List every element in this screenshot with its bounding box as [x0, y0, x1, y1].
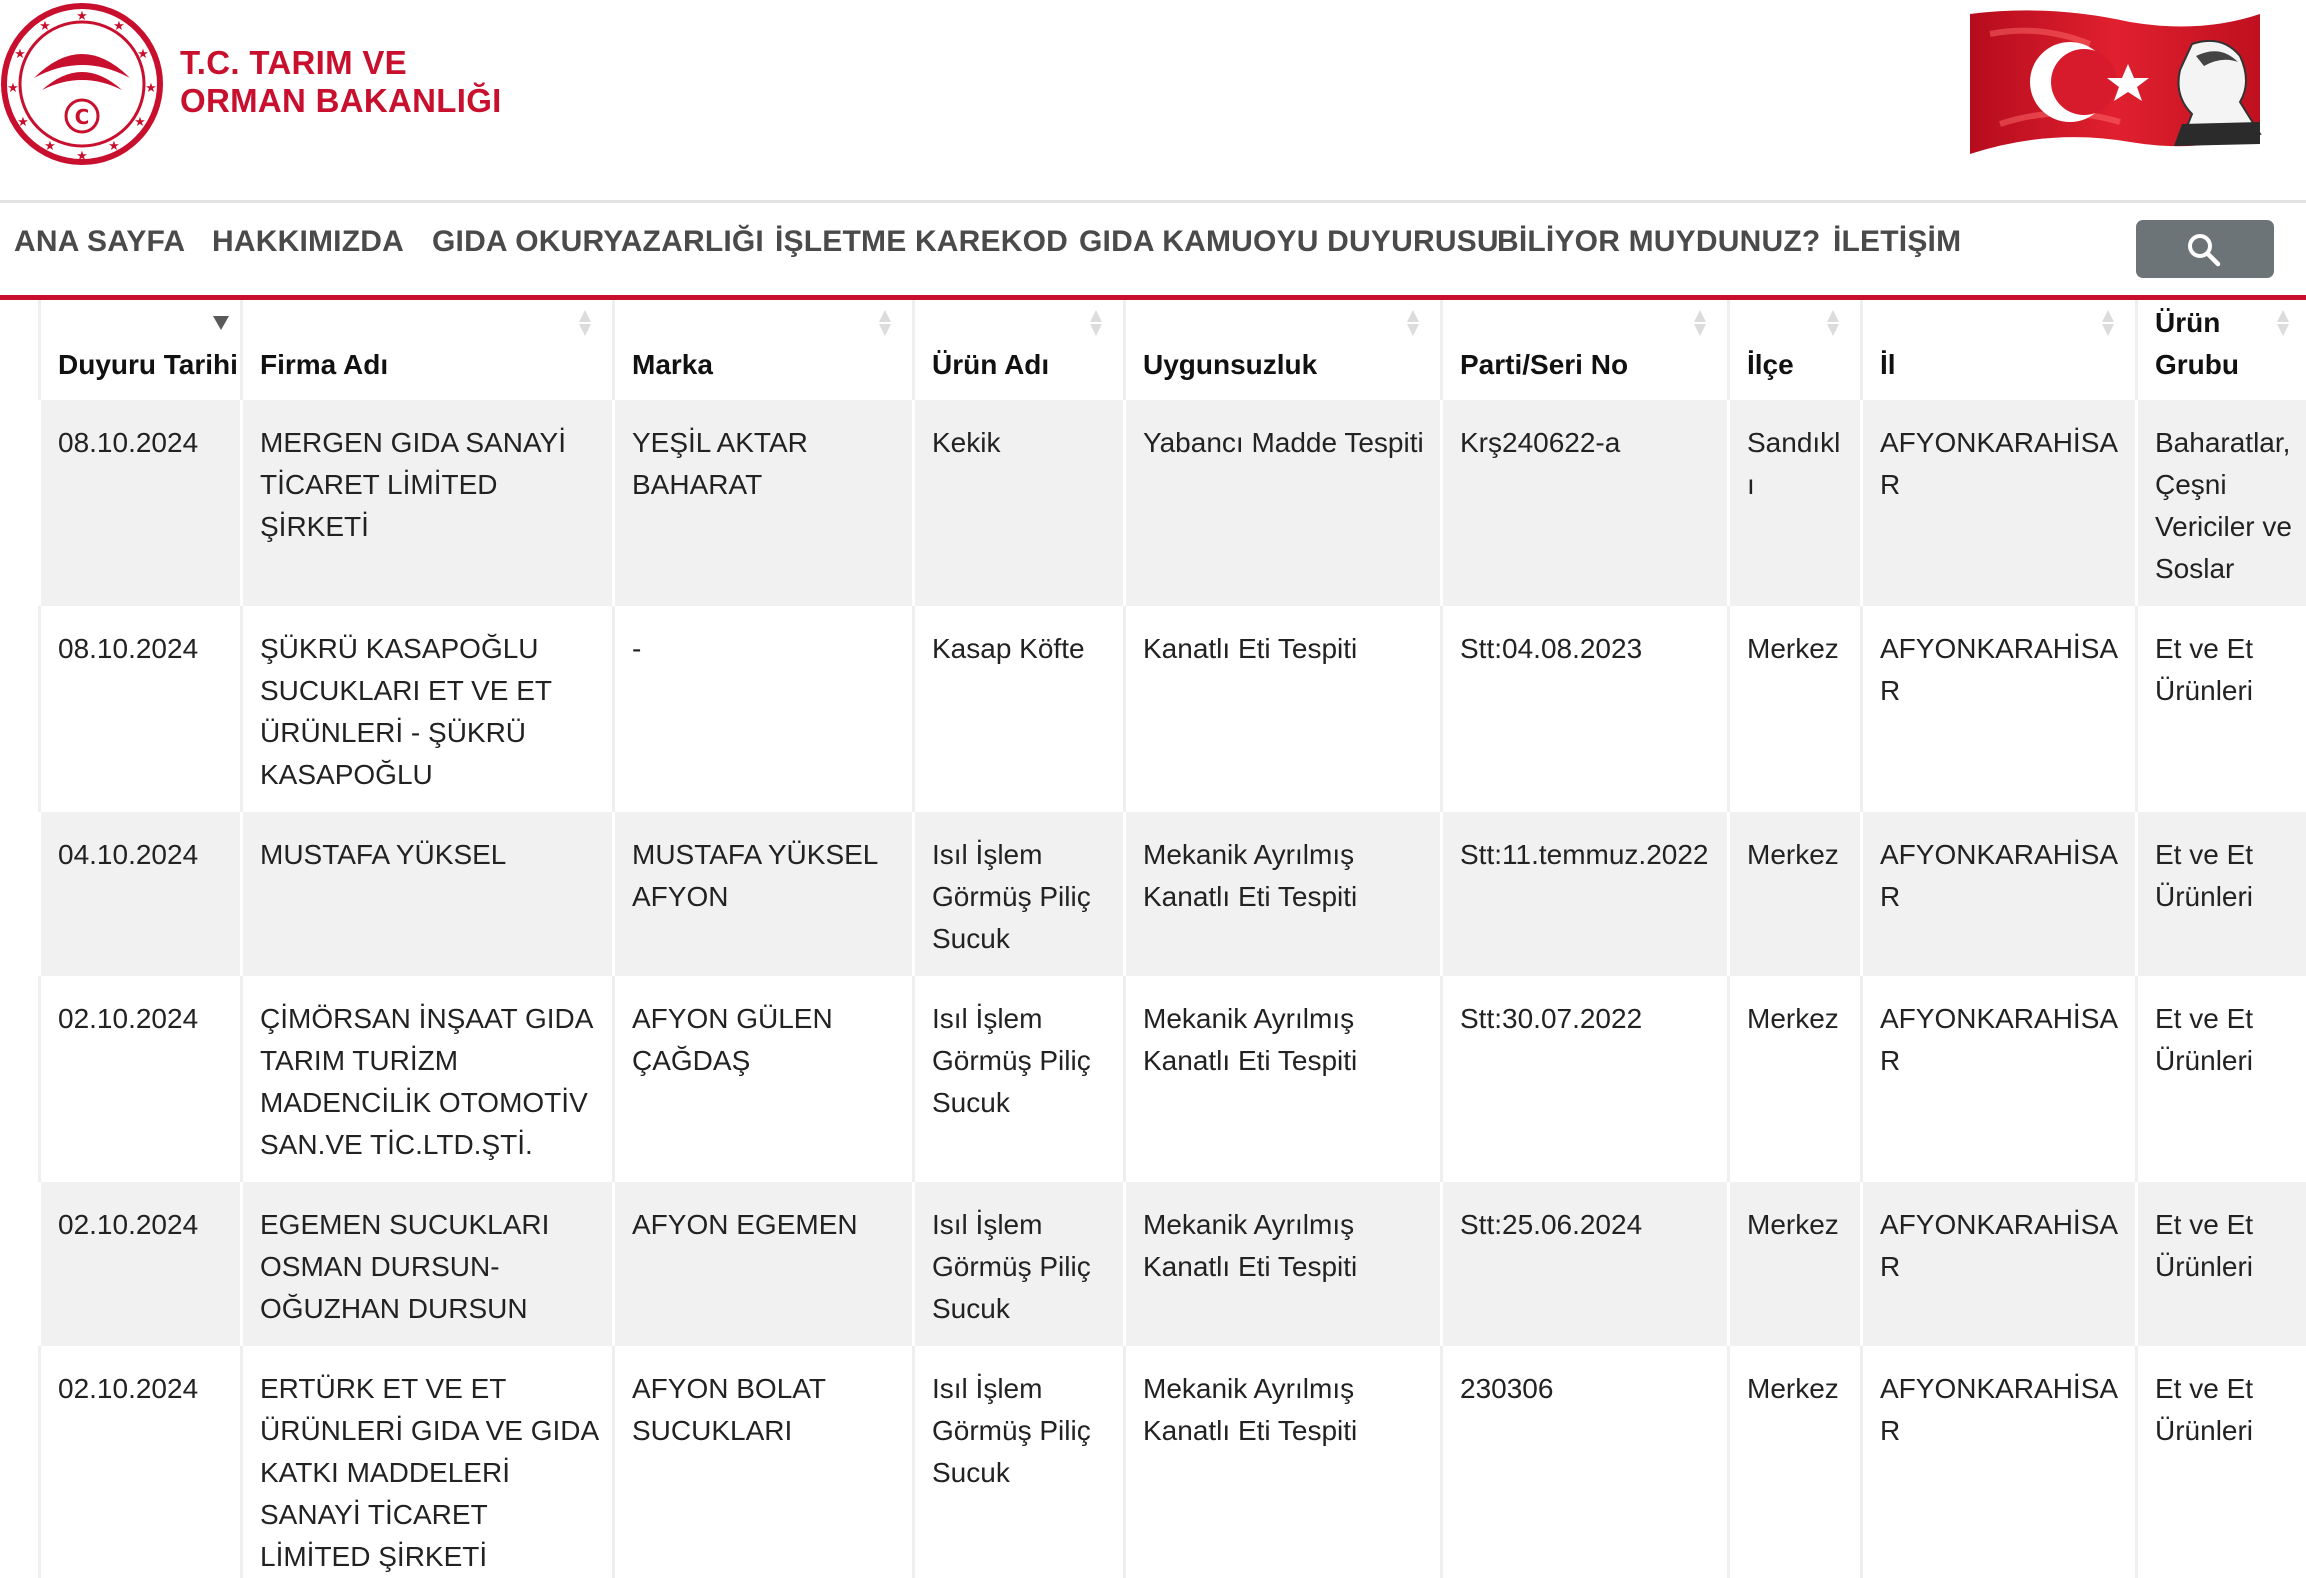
cell-marka: YEŞİL AKTAR BAHARAT: [614, 400, 914, 606]
svg-text:★: ★: [113, 19, 125, 34]
search-icon: [2186, 232, 2222, 268]
column-header-parti-seri-no[interactable]: [1442, 300, 1729, 400]
sort-icon: [878, 308, 892, 338]
cell-duyuru-tarihi: 08.10.2024: [40, 400, 242, 606]
column-header-label: Parti/Seri No: [1460, 349, 1629, 380]
sort-icon: [578, 308, 592, 338]
cell-marka: AFYON EGEMEN: [614, 1182, 914, 1346]
column-header-urun-adi[interactable]: [914, 300, 1125, 400]
cell-marka: AFYON GÜLEN ÇAĞDAŞ: [614, 976, 914, 1182]
column-header-label: Firma Adı: [260, 349, 389, 380]
ministry-logo-icon[interactable]: [0, 0, 165, 165]
cell-uygunsuzluk: Yabancı Madde Tespiti: [1125, 400, 1442, 606]
cell-ilce: Merkez: [1729, 1346, 1862, 1578]
cell-il: AFYONKARAHİSAR: [1862, 606, 2137, 812]
cell-parti-seri-no: 230306: [1442, 1346, 1729, 1578]
svg-text:★: ★: [76, 149, 88, 164]
cell-uygunsuzluk: Mekanik Ayrılmış Kanatlı Eti Tespiti: [1125, 1346, 1442, 1578]
svg-text:★: ★: [44, 139, 56, 154]
nav-item-isletme-karekod[interactable]: İŞLETME KAREKOD: [775, 225, 1069, 258]
cell-ilce: Merkez: [1729, 606, 1862, 812]
cell-firma-adi: ÇİMÖRSAN İNŞAAT GIDA TARIM TURİZM MADENCİLİK OTOMOTİV SAN.VE TİC.LTD.ŞTİ.: [242, 976, 614, 1182]
table-row: [40, 976, 2306, 1182]
cell-urun-adi: Isıl İşlem Görmüş Piliç Sucuk: [914, 812, 1125, 976]
cell-firma-adi: MERGEN GIDA SANAYİ TİCARET LİMİTED ŞİRKETİ: [242, 400, 614, 606]
cell-firma-adi: MUSTAFA YÜKSEL: [242, 812, 614, 976]
cell-il: AFYONKARAHİSAR: [1862, 812, 2137, 976]
svg-text:★: ★: [137, 47, 149, 62]
svg-text:★: ★: [108, 139, 120, 154]
svg-text:C: C: [74, 105, 90, 129]
cell-duyuru-tarihi: 02.10.2024: [40, 1182, 242, 1346]
cell-urun-grubu: Et ve Et Ürünleri: [2137, 812, 2306, 976]
cell-firma-adi: ŞÜKRÜ KASAPOĞLU SUCUKLARI ET VE ET ÜRÜNLERİ - ŞÜKRÜ KASAPOĞLU: [242, 606, 614, 812]
sort-icon: [1089, 308, 1103, 338]
svg-text:★: ★: [14, 47, 26, 62]
cell-urun-adi: Kasap Köfte: [914, 606, 1125, 812]
nav-item-gida-okuryazarligi[interactable]: GIDA OKURYAZARLIĞI: [432, 225, 764, 258]
cell-parti-seri-no: Krş240622-a: [1442, 400, 1729, 606]
cell-marka: MUSTAFA YÜKSEL AFYON: [614, 812, 914, 976]
nav-item-iletisim[interactable]: İLETİŞİM: [1833, 225, 1962, 258]
cell-duyuru-tarihi: 02.10.2024: [40, 1346, 242, 1578]
cell-urun-grubu: Et ve Et Ürünleri: [2137, 1346, 2306, 1578]
column-header-label: Ürün Adı: [932, 349, 1050, 380]
cell-il: AFYONKARAHİSAR: [1862, 1182, 2137, 1346]
cell-firma-adi: EGEMEN SUCUKLARI OSMAN DURSUN-OĞUZHAN DURSUN: [242, 1182, 614, 1346]
nav-item-biliyor-muydunuz[interactable]: BİLİYOR MUYDUNUZ?: [1497, 225, 1821, 258]
cell-ilce: Merkez: [1729, 976, 1862, 1182]
cell-ilce: Sandıklı: [1729, 400, 1862, 606]
cell-urun-adi: Kekik: [914, 400, 1125, 606]
svg-text:★: ★: [76, 9, 88, 24]
column-header-ilce[interactable]: [1729, 300, 1862, 400]
cell-urun-grubu: Et ve Et Ürünleri: [2137, 976, 2306, 1182]
cell-parti-seri-no: Stt:30.07.2022: [1442, 976, 1729, 1182]
cell-marka: AFYON BOLAT SUCUKLARI: [614, 1346, 914, 1578]
cell-il: AFYONKARAHİSAR: [1862, 400, 2137, 606]
cell-uygunsuzluk: Mekanik Ayrılmış Kanatlı Eti Tespiti: [1125, 1182, 1442, 1346]
cell-il: AFYONKARAHİSAR: [1862, 976, 2137, 1182]
column-header-firma-adi[interactable]: [242, 300, 614, 400]
announcement-table: [38, 300, 2306, 1578]
svg-text:★: ★: [134, 115, 146, 130]
announcement-table-container: [38, 300, 2306, 1578]
column-header-label: Ürün Grubu: [2155, 307, 2239, 380]
cell-duyuru-tarihi: 04.10.2024: [40, 812, 242, 976]
sort-icon: [1826, 308, 1840, 338]
cell-urun-adi: Isıl İşlem Görmüş Piliç Sucuk: [914, 1346, 1125, 1578]
nav-item-gida-kamuoyu-duyurusu[interactable]: GIDA KAMUOYU DUYURUSU: [1079, 225, 1499, 258]
header-separator: [0, 200, 2306, 203]
cell-duyuru-tarihi: 08.10.2024: [40, 606, 242, 812]
cell-parti-seri-no: Stt:04.08.2023: [1442, 606, 1729, 812]
cell-uygunsuzluk: Kanatlı Eti Tespiti: [1125, 606, 1442, 812]
cell-urun-grubu: Et ve Et Ürünleri: [2137, 606, 2306, 812]
brand-line-2: ORMAN BAKANLIĞI: [180, 82, 502, 119]
column-header-label: Marka: [632, 349, 713, 380]
table-row: [40, 400, 2306, 606]
column-header-il[interactable]: [1862, 300, 2137, 400]
column-header-label: Duyuru Tarihi: [58, 349, 238, 380]
svg-text:★: ★: [145, 81, 157, 96]
cell-urun-adi: Isıl İşlem Görmüş Piliç Sucuk: [914, 976, 1125, 1182]
column-header-label: Uygunsuzluk: [1143, 349, 1318, 380]
cell-firma-adi: ERTÜRK ET VE ET ÜRÜNLERİ GIDA VE GIDA KATKI MADDELERİ SANAYİ TİCARET LİMİTED ŞİRKETİ: [242, 1346, 614, 1578]
cell-parti-seri-no: Stt:25.06.2024: [1442, 1182, 1729, 1346]
cell-ilce: Merkez: [1729, 1182, 1862, 1346]
column-header-urun-grubu[interactable]: [2137, 300, 2306, 400]
svg-text:★: ★: [39, 19, 51, 34]
turkish-flag-ataturk-icon: [1960, 4, 2270, 164]
svg-text:★: ★: [17, 115, 29, 130]
cell-marka: -: [614, 606, 914, 812]
search-button[interactable]: [2136, 220, 2274, 278]
sort-icon: [2276, 308, 2290, 338]
table-row: [40, 812, 2306, 976]
column-header-uygunsuzluk[interactable]: [1125, 300, 1442, 400]
sort-icon: [1693, 308, 1707, 338]
column-header-label: İl: [1880, 349, 1896, 380]
cell-duyuru-tarihi: 02.10.2024: [40, 976, 242, 1182]
nav-item-ana-sayfa[interactable]: ANA SAYFA: [14, 225, 186, 258]
cell-urun-grubu: Et ve Et Ürünleri: [2137, 1182, 2306, 1346]
cell-uygunsuzluk: Mekanik Ayrılmış Kanatlı Eti Tespiti: [1125, 976, 1442, 1182]
site-header: [0, 0, 2306, 200]
cell-uygunsuzluk: Mekanik Ayrılmış Kanatlı Eti Tespiti: [1125, 812, 1442, 976]
ministry-name[interactable]: [180, 44, 502, 120]
sort-icon: [1406, 308, 1420, 338]
column-header-marka[interactable]: [614, 300, 914, 400]
cell-parti-seri-no: Stt:11.temmuz.2022: [1442, 812, 1729, 976]
column-header-duyuru-tarihi[interactable]: [40, 300, 242, 400]
column-header-label: İlçe: [1747, 349, 1794, 380]
table-row: [40, 1182, 2306, 1346]
cell-ilce: Merkez: [1729, 812, 1862, 976]
table-row: [40, 1346, 2306, 1578]
sort-icon: [2101, 308, 2115, 338]
cell-urun-adi: Isıl İşlem Görmüş Piliç Sucuk: [914, 1182, 1125, 1346]
table-row: [40, 606, 2306, 812]
svg-text:★: ★: [7, 81, 19, 96]
nav-item-hakkimizda[interactable]: HAKKIMIZDA: [212, 225, 404, 258]
brand-line-1: T.C. TARIM VE: [180, 44, 407, 81]
cell-urun-grubu: Baharatlar, Çeşni Vericiler ve Soslar: [2137, 400, 2306, 606]
cell-il: AFYONKARAHİSAR: [1862, 1346, 2137, 1578]
table-header-row: [40, 300, 2306, 400]
main-navigation: [0, 205, 2306, 293]
sort-descending-icon: [212, 310, 226, 340]
